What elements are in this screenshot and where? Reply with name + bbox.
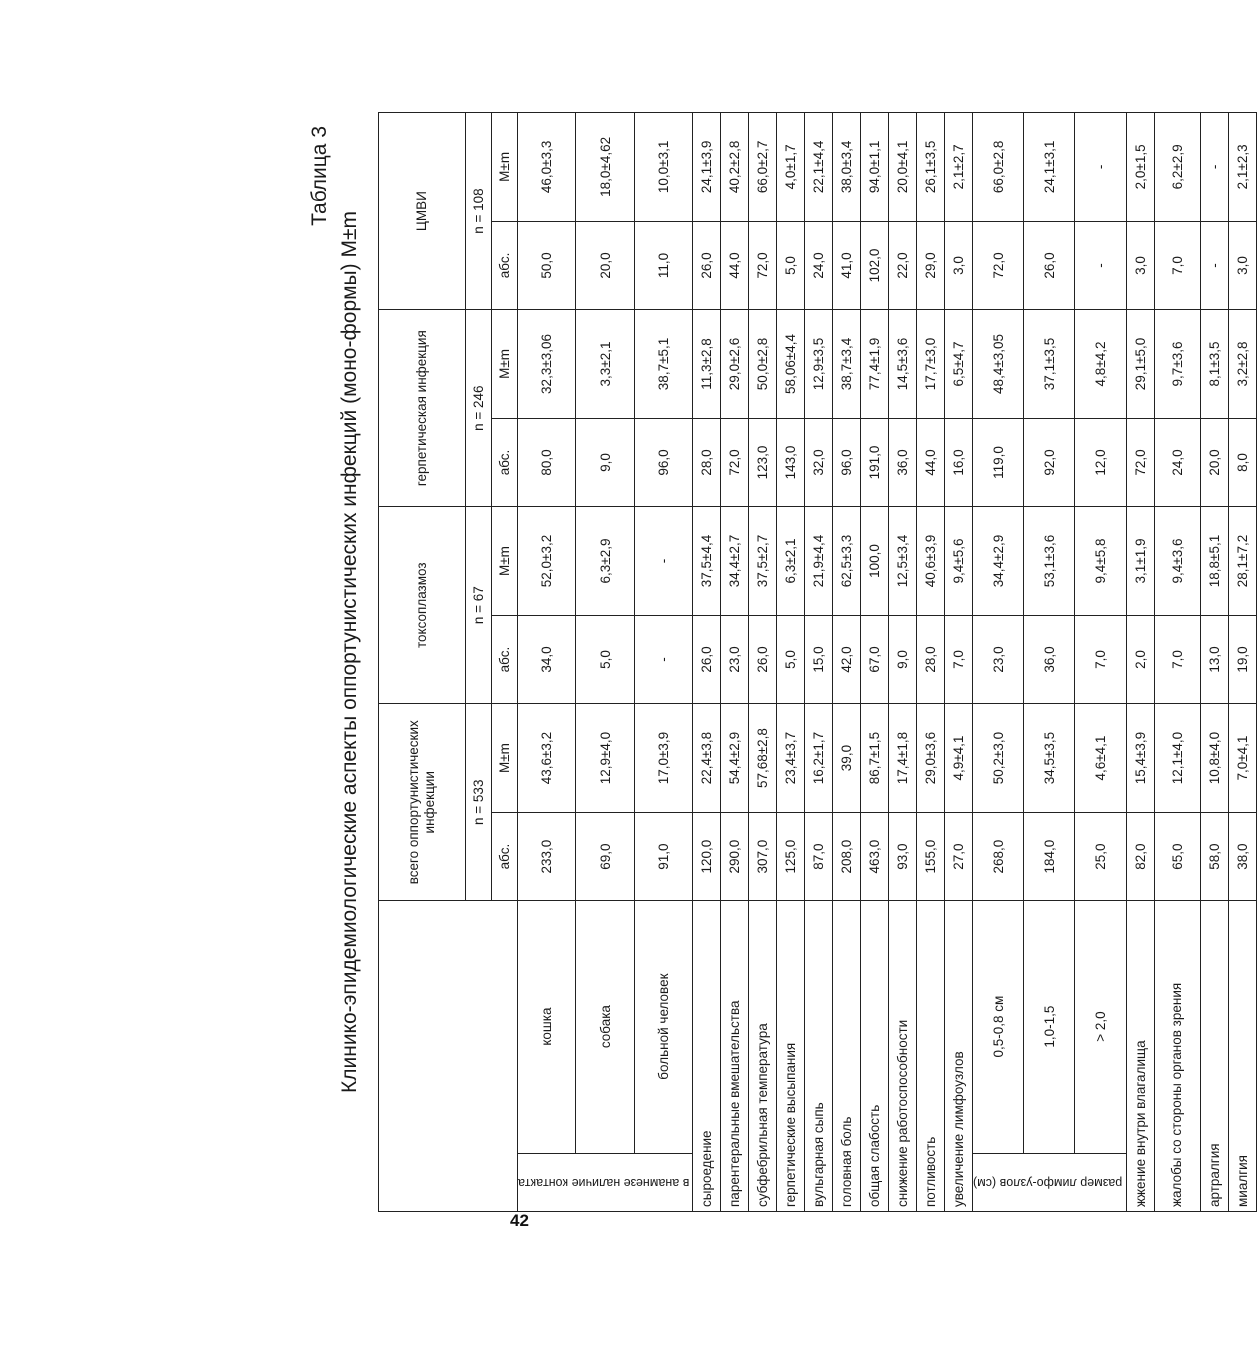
value-cell: 40,2±2,8 bbox=[721, 113, 749, 222]
table-row bbox=[889, 113, 917, 1212]
group-header: герпетическая инфекция bbox=[379, 310, 466, 507]
row-label: 1,0-1,5 bbox=[1024, 901, 1075, 1154]
row-label: собака bbox=[576, 901, 634, 1154]
value-cell: 268,0 bbox=[973, 812, 1024, 900]
row-label: потливость bbox=[917, 901, 945, 1212]
value-cell: 43,6±3,2 bbox=[518, 704, 576, 813]
group-n: n = 246 bbox=[466, 310, 492, 507]
value-cell: 50,2±3,0 bbox=[973, 704, 1024, 813]
table-row bbox=[1024, 113, 1075, 1212]
value-cell: 77,4±1,9 bbox=[861, 310, 889, 419]
value-cell: 9,7±3,6 bbox=[1154, 310, 1200, 419]
table-row bbox=[805, 113, 833, 1212]
value-cell: 12,9±4,0 bbox=[576, 704, 634, 813]
value-cell: 58,06±4,4 bbox=[777, 310, 805, 419]
row-label: увеличение лимфоузлов bbox=[945, 901, 973, 1212]
group-n: n = 108 bbox=[466, 113, 492, 310]
value-cell: 94,0±1,1 bbox=[861, 113, 889, 222]
group-label-contact bbox=[518, 1153, 693, 1211]
value-cell: 100,0 bbox=[861, 507, 889, 616]
value-cell: 24,1±3,1 bbox=[1024, 113, 1075, 222]
row-label: сыроедение bbox=[693, 901, 721, 1212]
col-abs: абс. bbox=[492, 221, 518, 309]
value-cell: 5,0 bbox=[777, 221, 805, 309]
col-mm: M±m bbox=[492, 507, 518, 616]
value-cell: 3,1±1,9 bbox=[1126, 507, 1154, 616]
value-cell: 4,9±4,1 bbox=[945, 704, 973, 813]
col-mm: M±m bbox=[492, 113, 518, 222]
value-cell: 20,0 bbox=[576, 221, 634, 309]
value-cell: 102,0 bbox=[861, 221, 889, 309]
value-cell: 37,5±4,4 bbox=[693, 507, 721, 616]
value-cell: 28,0 bbox=[917, 615, 945, 703]
value-cell: 39,0 bbox=[833, 704, 861, 813]
value-cell: 3,0 bbox=[1228, 221, 1256, 309]
value-cell: 2,1±2,3 bbox=[1228, 113, 1256, 222]
value-cell: 34,4±2,9 bbox=[973, 507, 1024, 616]
table-row bbox=[861, 113, 889, 1212]
table-row bbox=[576, 113, 634, 1212]
value-cell: 18,0±4,62 bbox=[576, 113, 634, 222]
value-cell: 10,0±3,1 bbox=[634, 113, 692, 222]
value-cell: 48,4±3,05 bbox=[973, 310, 1024, 419]
value-cell: 4,8±4,2 bbox=[1075, 310, 1126, 419]
value-cell: 120,0 bbox=[693, 812, 721, 900]
row-label: кошка bbox=[518, 901, 576, 1154]
value-cell: - bbox=[1075, 113, 1126, 222]
table-row bbox=[634, 113, 692, 1212]
table-number: Таблица 3 bbox=[308, 126, 331, 226]
value-cell: 6,3±2,1 bbox=[777, 507, 805, 616]
value-cell: 125,0 bbox=[777, 812, 805, 900]
row-label: жалобы со стороны органов зрения bbox=[1154, 901, 1200, 1212]
value-cell: 9,4±3,6 bbox=[1154, 507, 1200, 616]
value-cell: 12,9±3,5 bbox=[805, 310, 833, 419]
group-header: токсоплазмоз bbox=[379, 507, 466, 704]
value-cell: 50,0±2,8 bbox=[749, 310, 777, 419]
value-cell: - bbox=[1200, 221, 1228, 309]
value-cell: 40,6±3,9 bbox=[917, 507, 945, 616]
value-cell: 233,0 bbox=[518, 812, 576, 900]
value-cell: 15,0 bbox=[805, 615, 833, 703]
table-row bbox=[973, 113, 1024, 1212]
value-cell: 12,1±4,0 bbox=[1154, 704, 1200, 813]
value-cell: 9,4±5,8 bbox=[1075, 507, 1126, 616]
value-cell: - bbox=[634, 507, 692, 616]
value-cell: 38,7±3,4 bbox=[833, 310, 861, 419]
col-abs: абс. bbox=[492, 418, 518, 506]
row-label: больной человек bbox=[634, 901, 692, 1154]
row-label: герпетические высыпания bbox=[777, 901, 805, 1212]
value-cell: - bbox=[1200, 113, 1228, 222]
row-label: жжение внутри влагалища bbox=[1126, 901, 1154, 1212]
value-cell: 191,0 bbox=[861, 418, 889, 506]
value-cell: 44,0 bbox=[917, 418, 945, 506]
value-cell: 27,0 bbox=[945, 812, 973, 900]
value-cell: 25,0 bbox=[1075, 812, 1126, 900]
value-cell: 29,0±2,6 bbox=[721, 310, 749, 419]
value-cell: 184,0 bbox=[1024, 812, 1075, 900]
value-cell: 119,0 bbox=[973, 418, 1024, 506]
table-title: Клинико-эпидемиологические аспекты оппортунистических инфекций (моно-формы) M±m bbox=[338, 211, 361, 1093]
corner-header-cell bbox=[379, 901, 518, 1212]
value-cell: 96,0 bbox=[634, 418, 692, 506]
value-cell: 9,4±5,6 bbox=[945, 507, 973, 616]
table-row bbox=[721, 113, 749, 1212]
value-cell: 12,5±3,4 bbox=[889, 507, 917, 616]
value-cell: 463,0 bbox=[861, 812, 889, 900]
value-cell: 7,0 bbox=[1154, 221, 1200, 309]
value-cell: 72,0 bbox=[721, 418, 749, 506]
value-cell: 29,1±5,0 bbox=[1126, 310, 1154, 419]
value-cell: 66,0±2,7 bbox=[749, 113, 777, 222]
table-row bbox=[1075, 113, 1126, 1212]
value-cell: 37,1±3,5 bbox=[1024, 310, 1075, 419]
data-table bbox=[378, 112, 1257, 1212]
value-cell: 96,0 bbox=[833, 418, 861, 506]
value-cell: 26,1±3,5 bbox=[917, 113, 945, 222]
value-cell: 123,0 bbox=[749, 418, 777, 506]
table-row bbox=[1126, 113, 1154, 1212]
value-cell: 29,0 bbox=[917, 221, 945, 309]
value-cell: 72,0 bbox=[1126, 418, 1154, 506]
value-cell: 91,0 bbox=[634, 812, 692, 900]
value-cell: 19,0 bbox=[1228, 615, 1256, 703]
value-cell: 72,0 bbox=[973, 221, 1024, 309]
value-cell: 14,5±3,6 bbox=[889, 310, 917, 419]
value-cell: 44,0 bbox=[721, 221, 749, 309]
value-cell: 29,0±3,6 bbox=[917, 704, 945, 813]
col-abs: абс. bbox=[492, 615, 518, 703]
value-cell: 9,0 bbox=[889, 615, 917, 703]
value-cell: 26,0 bbox=[1024, 221, 1075, 309]
value-cell: 65,0 bbox=[1154, 812, 1200, 900]
value-cell: 3,2±2,8 bbox=[1228, 310, 1256, 419]
value-cell: 46,0±3,3 bbox=[518, 113, 576, 222]
value-cell: 34,5±3,5 bbox=[1024, 704, 1075, 813]
value-cell: 57,68±2,8 bbox=[749, 704, 777, 813]
value-cell: 24,1±3,9 bbox=[693, 113, 721, 222]
value-cell: 17,0±3,9 bbox=[634, 704, 692, 813]
group-header: всего оппортунистических инфекции bbox=[379, 704, 466, 901]
value-cell: - bbox=[1075, 221, 1126, 309]
value-cell: 53,1±3,6 bbox=[1024, 507, 1075, 616]
table-row bbox=[749, 113, 777, 1212]
value-cell: 38,7±5,1 bbox=[634, 310, 692, 419]
value-cell: 4,0±1,7 bbox=[777, 113, 805, 222]
value-cell: 7,0±4,1 bbox=[1228, 704, 1256, 813]
table-row bbox=[777, 113, 805, 1212]
value-cell: 155,0 bbox=[917, 812, 945, 900]
value-cell: 54,4±2,9 bbox=[721, 704, 749, 813]
value-cell: 5,0 bbox=[576, 615, 634, 703]
table-row bbox=[1200, 113, 1228, 1212]
value-cell: 58,0 bbox=[1200, 812, 1228, 900]
value-cell: 22,4±3,8 bbox=[693, 704, 721, 813]
value-cell: 21,9±4,4 bbox=[805, 507, 833, 616]
value-cell: 11,3±2,8 bbox=[693, 310, 721, 419]
value-cell: - bbox=[634, 615, 692, 703]
value-cell: 11,0 bbox=[634, 221, 692, 309]
value-cell: 17,7±3,0 bbox=[917, 310, 945, 419]
value-cell: 69,0 bbox=[576, 812, 634, 900]
value-cell: 28,0 bbox=[693, 418, 721, 506]
value-cell: 9,0 bbox=[576, 418, 634, 506]
col-mm: M±m bbox=[492, 704, 518, 813]
value-cell: 16,2±1,7 bbox=[805, 704, 833, 813]
value-cell: 3,0 bbox=[945, 221, 973, 309]
row-label: парентеральные вмешательства bbox=[721, 901, 749, 1212]
value-cell: 208,0 bbox=[833, 812, 861, 900]
value-cell: 34,4±2,7 bbox=[721, 507, 749, 616]
value-cell: 67,0 bbox=[861, 615, 889, 703]
row-label: > 2,0 bbox=[1075, 901, 1126, 1154]
value-cell: 32,3±3,06 bbox=[518, 310, 576, 419]
value-cell: 80,0 bbox=[518, 418, 576, 506]
value-cell: 24,0 bbox=[1154, 418, 1200, 506]
value-cell: 6,5±4,7 bbox=[945, 310, 973, 419]
row-label: общая слабость bbox=[861, 901, 889, 1212]
value-cell: 18,8±5,1 bbox=[1200, 507, 1228, 616]
value-cell: 12,0 bbox=[1075, 418, 1126, 506]
value-cell: 6,3±2,9 bbox=[576, 507, 634, 616]
rotated-page-content bbox=[304, 92, 1250, 1212]
group-label-text: размер лимфо-узлов (см) bbox=[973, 1175, 1123, 1190]
value-cell: 4,6±4,1 bbox=[1075, 704, 1126, 813]
value-cell: 26,0 bbox=[749, 615, 777, 703]
row-label: субфебрильная температура bbox=[749, 901, 777, 1212]
value-cell: 42,0 bbox=[833, 615, 861, 703]
value-cell: 50,0 bbox=[518, 221, 576, 309]
value-cell: 16,0 bbox=[945, 418, 973, 506]
value-cell: 143,0 bbox=[777, 418, 805, 506]
row-label: вульгарная сыпь bbox=[805, 901, 833, 1212]
group-header: ЦМВИ bbox=[379, 113, 466, 310]
table-row bbox=[833, 113, 861, 1212]
value-cell: 86,7±1,5 bbox=[861, 704, 889, 813]
value-cell: 38,0 bbox=[1228, 812, 1256, 900]
table-row bbox=[945, 113, 973, 1212]
value-cell: 7,0 bbox=[945, 615, 973, 703]
value-cell: 36,0 bbox=[889, 418, 917, 506]
value-cell: 13,0 bbox=[1200, 615, 1228, 703]
value-cell: 15,4±3,9 bbox=[1126, 704, 1154, 813]
value-cell: 20,0±4,1 bbox=[889, 113, 917, 222]
group-n: n = 67 bbox=[466, 507, 492, 704]
group-label-size bbox=[973, 1153, 1126, 1211]
value-cell: 93,0 bbox=[889, 812, 917, 900]
row-label: снижение работоспособности bbox=[889, 901, 917, 1212]
value-cell: 290,0 bbox=[721, 812, 749, 900]
col-mm: M±m bbox=[492, 310, 518, 419]
value-cell: 26,0 bbox=[693, 221, 721, 309]
value-cell: 3,0 bbox=[1126, 221, 1154, 309]
value-cell: 87,0 bbox=[805, 812, 833, 900]
value-cell: 7,0 bbox=[1154, 615, 1200, 703]
value-cell: 36,0 bbox=[1024, 615, 1075, 703]
value-cell: 7,0 bbox=[1075, 615, 1126, 703]
value-cell: 28,1±7,2 bbox=[1228, 507, 1256, 616]
value-cell: 62,5±3,3 bbox=[833, 507, 861, 616]
page-number: 42 bbox=[510, 1211, 529, 1230]
row-label: 0,5-0,8 см bbox=[973, 901, 1024, 1154]
value-cell: 72,0 bbox=[749, 221, 777, 309]
value-cell: 34,0 bbox=[518, 615, 576, 703]
value-cell: 307,0 bbox=[749, 812, 777, 900]
value-cell: 26,0 bbox=[693, 615, 721, 703]
value-cell: 6,2±2,9 bbox=[1154, 113, 1200, 222]
value-cell: 5,0 bbox=[777, 615, 805, 703]
value-cell: 82,0 bbox=[1126, 812, 1154, 900]
value-cell: 41,0 bbox=[833, 221, 861, 309]
value-cell: 8,1±3,5 bbox=[1200, 310, 1228, 419]
value-cell: 10,8±4,0 bbox=[1200, 704, 1228, 813]
table-row bbox=[518, 113, 576, 1212]
table-row bbox=[1228, 113, 1256, 1212]
value-cell: 23,0 bbox=[973, 615, 1024, 703]
col-abs: абс. bbox=[492, 812, 518, 900]
value-cell: 22,1±4,4 bbox=[805, 113, 833, 222]
row-label: головная боль bbox=[833, 901, 861, 1212]
value-cell: 2,0 bbox=[1126, 615, 1154, 703]
value-cell: 23,4±3,7 bbox=[777, 704, 805, 813]
table-row bbox=[1154, 113, 1200, 1212]
value-cell: 37,5±2,7 bbox=[749, 507, 777, 616]
row-label: артралгия bbox=[1200, 901, 1228, 1212]
value-cell: 32,0 bbox=[805, 418, 833, 506]
value-cell: 8,0 bbox=[1228, 418, 1256, 506]
value-cell: 38,0±3,4 bbox=[833, 113, 861, 222]
group-label-text: в анамнезе наличие контакта bbox=[518, 1175, 690, 1190]
value-cell: 2,0±1,5 bbox=[1126, 113, 1154, 222]
value-cell: 23,0 bbox=[721, 615, 749, 703]
table-body bbox=[518, 113, 1257, 1212]
table-row bbox=[693, 113, 721, 1212]
row-label: миалгия bbox=[1228, 901, 1256, 1212]
table-row bbox=[917, 113, 945, 1212]
value-cell: 52,0±3,2 bbox=[518, 507, 576, 616]
value-cell: 66,0±2,8 bbox=[973, 113, 1024, 222]
value-cell: 22,0 bbox=[889, 221, 917, 309]
value-cell: 24,0 bbox=[805, 221, 833, 309]
value-cell: 3,3±2,1 bbox=[576, 310, 634, 419]
value-cell: 92,0 bbox=[1024, 418, 1075, 506]
group-n: n = 533 bbox=[466, 704, 492, 901]
value-cell: 20,0 bbox=[1200, 418, 1228, 506]
value-cell: 2,1±2,7 bbox=[945, 113, 973, 222]
value-cell: 17,4±1,8 bbox=[889, 704, 917, 813]
